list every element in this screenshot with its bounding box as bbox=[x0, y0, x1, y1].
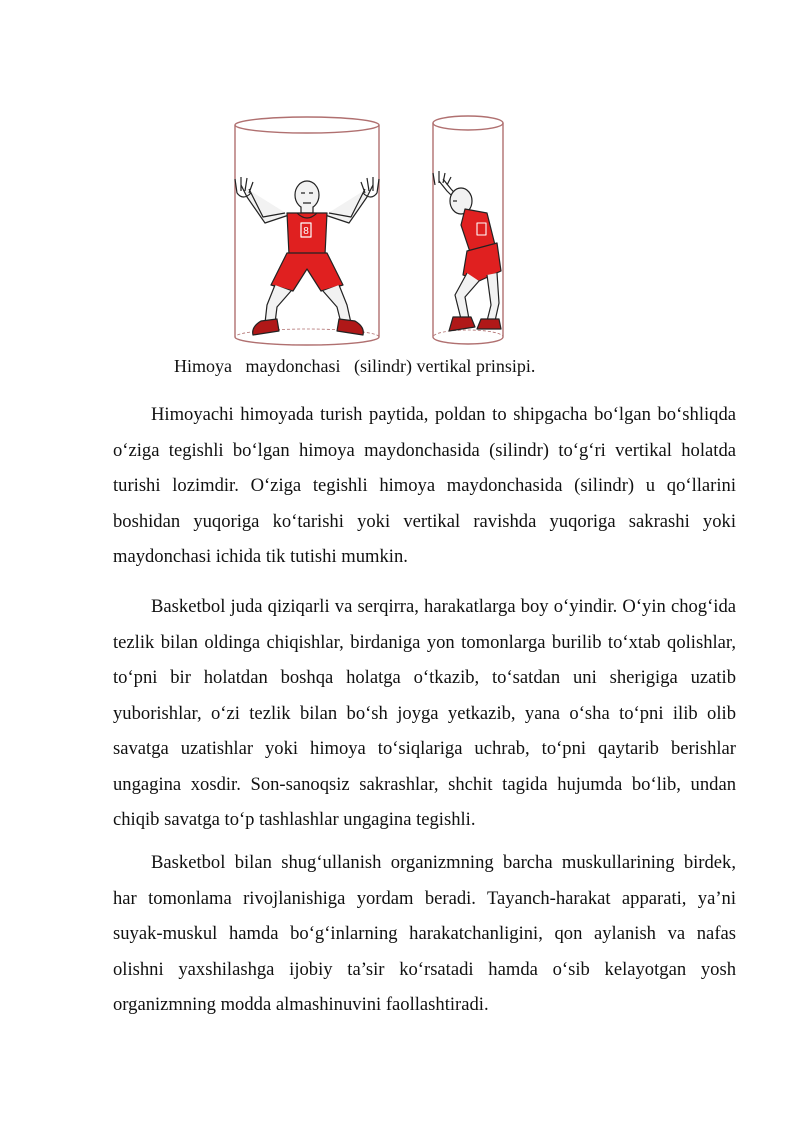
jersey-number: 8 bbox=[303, 226, 309, 237]
paragraph-basketball-game: Basketbol juda qiziqarli va serqirra, harakatlarga boy o‘yindir. O‘yin chog‘ida tezlik bilan oldinga chiqishlar, birdaniga yon tomonlarga burilib to‘xtab qolishlar, to‘pni bir holatdan boshqa holatga o‘tkazib, to‘satdan uni sherigiga uzatib yuborishlar, o‘zi tezlik bilan bo‘sh joyga yetkazib, yana o‘sha to‘pni ilib olib savatga uzatishlar yoki himoya to‘siqlariga uchrab, to‘pni qaytarib berishlar ungagina xosdir. Son-sanoqsiz sakrashlar, shchit tagida hujumda bo‘lib, undan chiqib savatga to‘p tashlashlar ungagina tegishli. bbox=[113, 596, 736, 830]
paragraph-health-benefits: Basketbol bilan shug‘ullanish organizmning barcha muskullarining birdek, har tomonlama rivojlanishiga yordam beradi. Tayanch-harakat apparati, ya’ni suyak-muskul hamda bo‘g‘inlarning harakatchanligini, qon aylanish va nafas olishni yaxshilashga ijobiy ta’sir ko‘rsatadi hamda o‘sib kelayotgan yosh organizmning modda almashinuvini faollashtiradi. bbox=[113, 852, 736, 1015]
side-view-player bbox=[433, 171, 501, 331]
front-view-player bbox=[235, 177, 379, 335]
paragraph-defense-position: Himoyachi himoyada turish paytida, poldan to shipgacha bo‘lgan bo‘shliqda o‘ziga tegishli bo‘lgan himoya maydonchasida (silindr) to‘g‘ri vertikal holatda turishi lozimdir. O‘ziga tegishli himoya maydonchasida (silindr) u qo‘llarini boshidan yuqoriga ko‘tarishi yoki vertikal ravishda yuqoriga sakrashi yoki maydonchasi ichida tik tutishi mumkin. bbox=[113, 404, 736, 567]
figure-caption: Himoya maydonchasi (silindr) vertikal prinsipi. bbox=[174, 356, 536, 376]
defense-cylinder-illustration bbox=[225, 105, 515, 355]
